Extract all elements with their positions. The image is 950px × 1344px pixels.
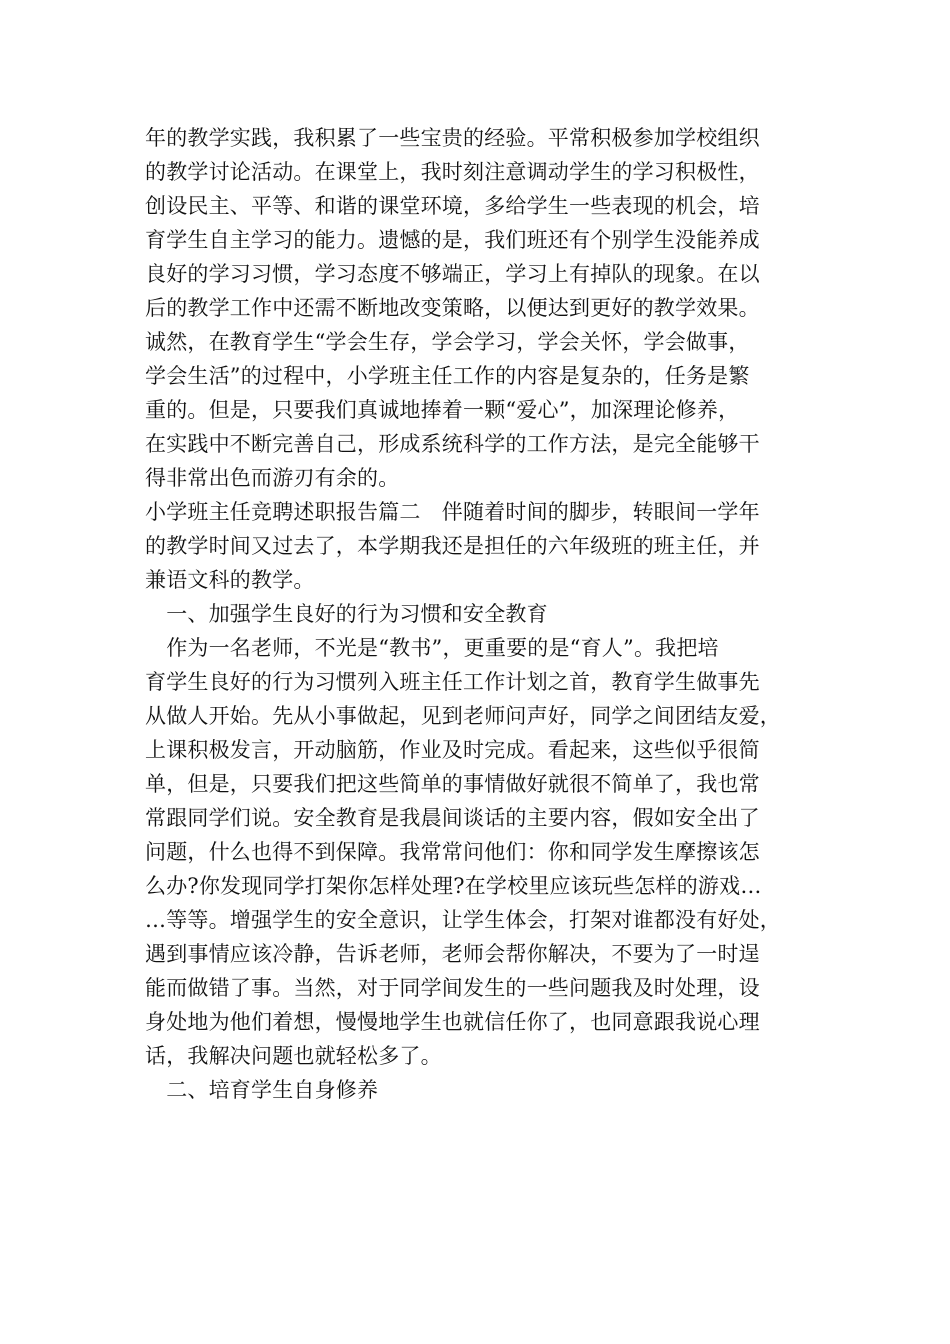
text-line: …等等。增强学生的安全意识，让学生体会，打架对谁都没有好处， [145,908,781,932]
text-line: 的教学时间又过去了，本学期我还是担任的六年级班的班主任，并 [145,534,760,558]
text-line: 育学生自主学习的能力。遗憾的是，我们班还有个别学生没能养成 [145,228,760,252]
text-line: 学会生活”的过程中，小学班主任工作的内容是复杂的，任务是繁 [145,364,750,388]
text-line: 育学生良好的行为习惯列入班主任工作计划之首，教育学生做事先 [145,670,760,694]
text-line: 创设民主、平等、和谐的课堂环境，多给学生一些表现的机会，培 [145,194,760,218]
text-line: 能而做错了事。当然，对于同学间发生的一些问题我及时处理，设 [145,976,760,1000]
text-line: 作为一名老师，不光是“教书”，更重要的是“育人”。我把培 [145,636,719,660]
text-line: 身处地为他们着想，慢慢地学生也就信任你了，也同意跟我说心理 [145,1010,760,1034]
text-line: 常跟同学们说。安全教育是我晨间谈话的主要内容，假如安全出了 [145,806,760,830]
text-line: 年的教学实践，我积累了一些宝贵的经验。平常积极参加学校组织 [145,126,760,150]
text-line: 诚然，在教育学生“学会生存，学会学习，学会关怀，学会做事， [145,330,750,354]
text-line: 得非常出色而游刃有余的。 [145,466,400,490]
text-line: 单，但是，只要我们把这些简单的事情做好就很不简单了，我也常 [145,772,760,796]
subheading-line: 二、培育学生自身修养 [145,1078,379,1102]
text-line: 问题，什么也得不到保障。我常常问他们：你和同学发生摩擦该怎 [145,840,760,864]
text-line: 重的。但是，只要我们真诚地捧着一颗“爱心”，加深理论修养， [145,398,740,422]
section-heading-line: 小学班主任竞聘述职报告篇二 伴随着时间的脚步，转眼间一学年 [145,500,760,524]
text-line: 么办?你发现同学打架你怎样处理?在学校里应该玩些怎样的游戏… [145,874,762,898]
text-line: 在实践中不断完善自己，形成系统科学的工作方法，是完全能够干 [145,432,760,456]
text-line: 从做人开始。先从小事做起，见到老师问声好，同学之间团结友爱， [145,704,781,728]
text-line: 兼语文科的教学。 [145,568,315,592]
subheading-line: 一、加强学生良好的行为习惯和安全教育 [145,602,548,626]
text-line: 的教学讨论活动。在课堂上，我时刻注意调动学生的学习积极性， [145,160,760,184]
text-line: 话，我解决问题也就轻松多了。 [145,1044,442,1068]
text-line: 上课积极发言，开动脑筋，作业及时完成。看起来，这些似乎很简 [145,738,760,762]
text-line: 良好的学习习惯，学习态度不够端正，学习上有掉队的现象。在以 [145,262,760,286]
text-line: 遇到事情应该冷静，告诉老师，老师会帮你解决，不要为了一时逞 [145,942,760,966]
text-line: 后的教学工作中还需不断地改变策略，以便达到更好的教学效果。 [145,296,760,320]
